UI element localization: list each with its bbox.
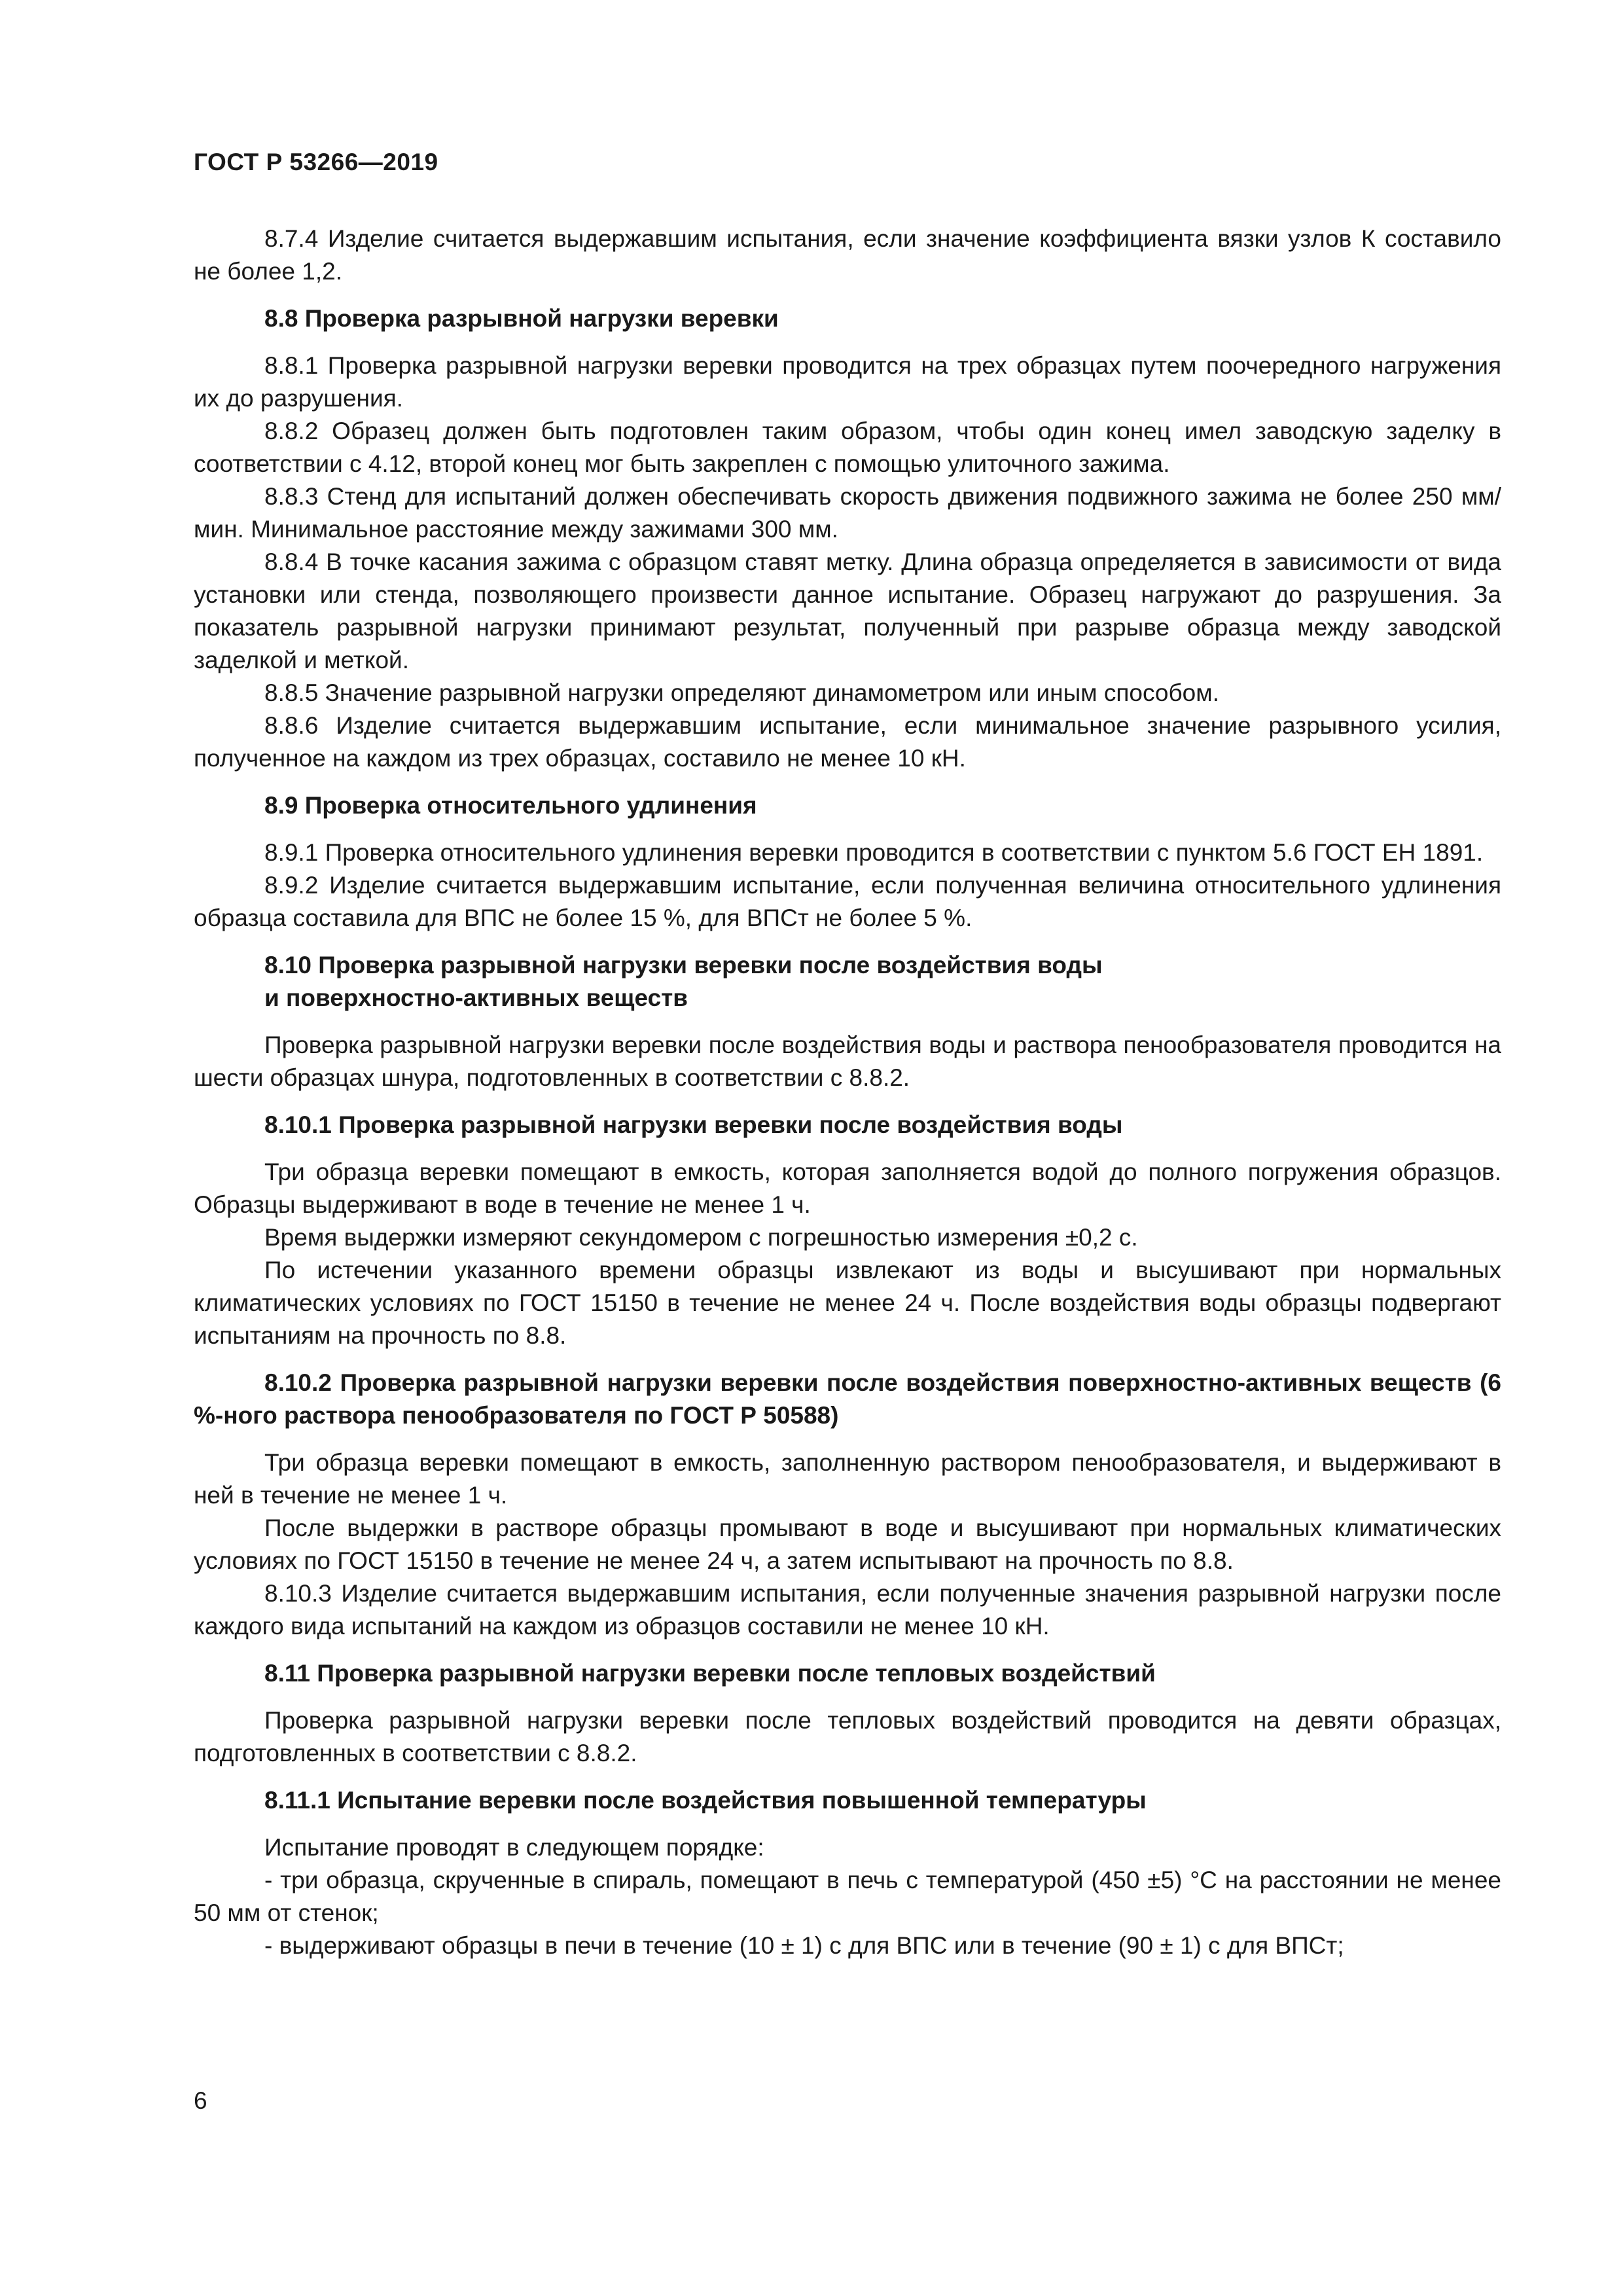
paragraph-8-11-1-intro: Испытание проводят в следующем порядке: [264,1834,764,1861]
section-heading-8-11: 8.11 Проверка разрывной нагрузки веревки после тепловых воздействий [264,1660,1156,1687]
paragraph-8-10: Проверка разрывной нагрузки веревки после воздействия воды и раствора пенообразователя проводится на шести образцах шнура, подготовленных в соответствии с 8.8.2. [194,1031,1501,1091]
paragraph-8-10-3: 8.10.3 Изделие считается выдержавшим испытания, если полученные значения разрывной нагрузки после каждого вида испытаний на каждом из образцов составили не менее 10 кН. [194,1580,1501,1640]
section-heading-8-9: 8.9 Проверка относительного удлинения [264,792,757,819]
paragraph-8-8-6: 8.8.6 Изделие считается выдержавшим испытание, если минимальное значение разрывного усилия, полученное на каждом из трех образцах, составило не менее 10 кН. [194,712,1501,772]
list-item-8-11-1-2: - выдерживают образцы в печи в течение (10 ± 1) с для ВПС или в течение (90 ± 1) с для ВПСт; [264,1932,1344,1959]
section-heading-8-10-1: 8.10.1 Проверка разрывной нагрузки веревки после воздействия воды [264,1111,1123,1138]
section-heading-8-8: 8.8 Проверка разрывной нагрузки веревки [264,305,779,332]
paragraph-8-10-1-a: Три образца веревки помещают в емкость, которая заполняется водой до полного погружения образцов. Образцы выдерживают в воде в течение не менее 1 ч. [194,1158,1501,1218]
paragraph-8-7-4: 8.7.4 Изделие считается выдержавшим испытания, если значение коэффициента вязки узлов К составило не более 1,2. [194,225,1501,285]
page-number: 6 [194,2087,207,2114]
paragraph-8-8-3: 8.8.3 Стенд для испытаний должен обеспечивать скорость движения подвижного зажима не более 250 мм/мин. Минимальное расстояние между зажимами 300 мм. [194,483,1501,543]
paragraph-8-10-1-c: По истечении указанного времени образцы извлекают из воды и высушивают при нормальных климатических условиях по ГОСТ 15150 в течение не менее 24 ч. После воздействия воды образцы подвергают испытаниям на прочность по 8.8. [194,1257,1501,1349]
paragraph-8-8-5: 8.8.5 Значение разрывной нагрузки определяют динамометром или иным способом. [264,679,1219,706]
paragraph-8-9-1: 8.9.1 Проверка относительного удлинения веревки проводится в соответствии с пунктом 5.6 ГОСТ ЕН 1891. [264,839,1484,866]
paragraph-8-10-2-b: После выдержки в растворе образцы промывают в воде и высушивают при нормальных климатических условиях по ГОСТ 15150 в течение не менее 24 ч, а затем испытывают на прочность по 8.8. [194,1515,1501,1574]
section-heading-8-10-line-2: и поверхностно-активных веществ [264,984,688,1011]
list-item-8-11-1-1: - три образца, скрученные в спираль, помещают в печь с температурой (450 ±5) °С на расстоянии не менее 50 мм от стенок; [194,1867,1501,1926]
document-body [194,223,1501,1962]
document-code-header: ГОСТ Р 53266—2019 [194,149,438,175]
section-heading-8-11-1: 8.11.1 Испытание веревки после воздействия повышенной температуры [264,1787,1147,1814]
paragraph-8-10-2-a: Три образца веревки помещают в емкость, заполненную раствором пенообразователя, и выдерживают в ней в течение не менее 1 ч. [194,1449,1501,1509]
paragraph-8-8-1: 8.8.1 Проверка разрывной нагрузки веревки проводится на трех образцах путем поочередного нагружения их до разрушения. [194,352,1501,412]
section-heading-8-10-2: 8.10.2 Проверка разрывной нагрузки веревки после воздействия поверхностно-активных веществ (6 %-ного раствора пенообразователя по ГОСТ Р 50588) [194,1369,1501,1429]
section-heading-8-10-line-1: 8.10 Проверка разрывной нагрузки веревки после воздействия воды [264,952,1103,978]
section-heading-8-10 [264,949,1501,1014]
paragraph-8-10-1-b: Время выдержки измеряют секундомером с погрешностью измерения ±0,2 с. [264,1224,1138,1251]
paragraph-8-9-2: 8.9.2 Изделие считается выдержавшим испытание, если полученная величина относительного удлинения образца составила для ВПС не более 15 %, для ВПСт не более 5 %. [194,872,1501,931]
paragraph-8-11: Проверка разрывной нагрузки веревки после тепловых воздействий проводится на девяти образцах, подготовленных в соответствии с 8.8.2. [194,1707,1501,1767]
paragraph-8-8-4: 8.8.4 В точке касания зажима с образцом ставят метку. Длина образца определяется в зависимости от вида установки или стенда, позволяющего произвести данное испытание. Образец нагружают до разрушения. За показатель разрывной нагрузки принимают результат, полученный при разрыве образца между заводской заделкой и меткой. [194,548,1501,673]
paragraph-8-8-2: 8.8.2 Образец должен быть подготовлен таким образом, чтобы один конец имел заводскую заделку в соответствии с 4.12, второй конец мог быть закреплен с помощью улиточного зажима. [194,418,1501,477]
